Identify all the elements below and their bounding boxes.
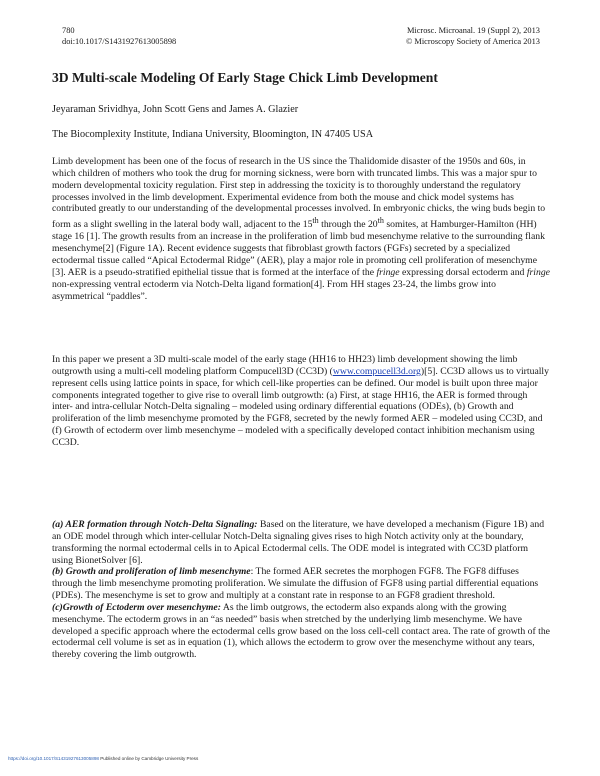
gene-name: fringe <box>526 266 550 278</box>
journal-citation: Microsc. Microanal. 19 (Suppl 2), 2013 <box>406 26 540 35</box>
text: Based on the literature, we have developed a mechanism (Figure 1B) and an ODE model through which inter-cellular Notch-Delta signaling gives rises to high Notch activity only at the boundary, transforming the normal ectodermal cells in to Apical Ectodermal cells. The ODE model is integrated with CC3D platform using BionetSolver [6]. <box>52 519 545 566</box>
superscript: th <box>377 216 384 226</box>
page-number: 780 <box>62 26 75 35</box>
published-note: Published online by Cambridge University Press <box>98 756 199 761</box>
paper-title: 3D Multi-scale Modeling Of Early Stage Chick Limb Development <box>52 70 438 85</box>
text: Limb development has been one of the focus of research in the US since the Thalidomide disaster of the 1950s and 60s, in which children of mothers who took the drug for morning sickness, were born with truncated limbs. This was a major spur to modern developmental toxicity regulation. First step in addressing the toxicity is to thoroughly understand the regulatory processes involved in the limb development. Experimental evidence from both the mouse and chick model systems has contributed greatly to our understanding of the developmental processes involved. In embryonic chicks, the wing buds begin to form as a slight swelling in the lateral body wall, adjacent to the 15 <box>52 156 546 231</box>
header-right <box>406 25 540 47</box>
text: somites, at Hamburger-Hamilton (HH) stage 16 [1]. The growth results from an increase in the proliferation of limb bud mesenchyme relative to the surrounding flank mesenchyme[2] (Figure 1A). Recent evidence suggests that fibroblast growth factors (FGFs) secreted by a specialized ectodermal tissue called “Apical Ectodermal Ridge” (AER), play a major role in promoting cell proliferation of mesenchyme [3]. AER is a pseudo-stratified epithelial tissue that is formed at the interface of the <box>52 219 545 278</box>
components-paragraph <box>52 519 550 661</box>
section-b-heading: (b) Growth and proliferation of limb mesenchyme <box>52 566 251 578</box>
compucell3d-link[interactable]: www.compucell3d.org <box>332 365 421 377</box>
copyright: © Microscopy Society of America 2013 <box>405 37 540 46</box>
doi-link[interactable]: https://doi.org/10.1017/S1431927613005898 <box>8 756 99 761</box>
doi: doi:10.1017/S1431927613005898 <box>62 37 177 46</box>
model-paragraph <box>52 354 550 449</box>
text: non-expressing ventral ectoderm via Notch-Delta ligand formation[4]. From HH stages 23-24, the limbs grow into asymmetrical “paddles”. <box>52 278 496 302</box>
text: )[5]. CC3D allows us to virtually represent cells using lattice points in space, for which cell-like properties can be defined. Our model is built upon three major components integrated together to give rise to overall limb outgrowth: (a) First, at stage HH16, the AER is formed through inter- and intra-cellular Notch-Delta signaling – modeled using ordinary differential equations (ODEs), (b) Growth and proliferation of the limb mesenchyme promoted by the FGF8, secreted by the newly formed AER – modeled using CC3D, and (f) Growth of ectoderm over limb mesenchyme – modeled with a specifically developed contact inhibition mechanism using CC3D. <box>52 365 549 448</box>
text: In this paper we present a 3D multi-scale model of the early stage (HH16 to HH23) limb development showing the limb outgrowth using a multi-cell modeling platform Compucell3D (CC3D) ( <box>52 354 518 377</box>
section-a-heading: (a) AER formation through Notch-Delta Signaling: <box>52 519 258 530</box>
authors: Jeyaraman Srividhya, John Scott Gens and James A. Glazier <box>52 104 299 115</box>
section-c-heading: (c)Growth of Ectoderm over mesenchyme: <box>52 601 221 613</box>
text: : The formed AER secretes the morphogen FGF8. The FGF8 diffuses through the limb mesenchyme promoting proliferation. We simulate the diffusion of FGF8 using partial differential equations (PDEs). The mesenchyme is set to grow and multiply at a constant rate in response to an FGF8 gradient threshold. <box>52 566 539 602</box>
affiliation: The Biocomplexity Institute, Indiana University, Bloomington, IN 47405 USA <box>52 129 374 140</box>
header-left <box>62 25 176 47</box>
footer <box>8 756 198 761</box>
text: through the 20 <box>318 219 378 231</box>
intro-paragraph <box>52 156 550 302</box>
text: expressing dorsal ectoderm and <box>399 266 527 278</box>
superscript: th <box>312 216 319 226</box>
gene-name: fringe <box>376 266 400 278</box>
text: As the limb outgrows, the ectoderm also expands along with the growing mesenchyme. The ectoderm grows in an “as needed” basis when stretched by the underlying limb mesenchyme. We have developed a specific approach where the ectodermal cells grow based on the loss cell-cell contact area. The rate of growth of the ectodermal cell volume is set as in equation (1), which allows the ectoderm to grow over the mesenchyme without any tears, thereby covering the limb outgrowth. <box>52 601 550 661</box>
